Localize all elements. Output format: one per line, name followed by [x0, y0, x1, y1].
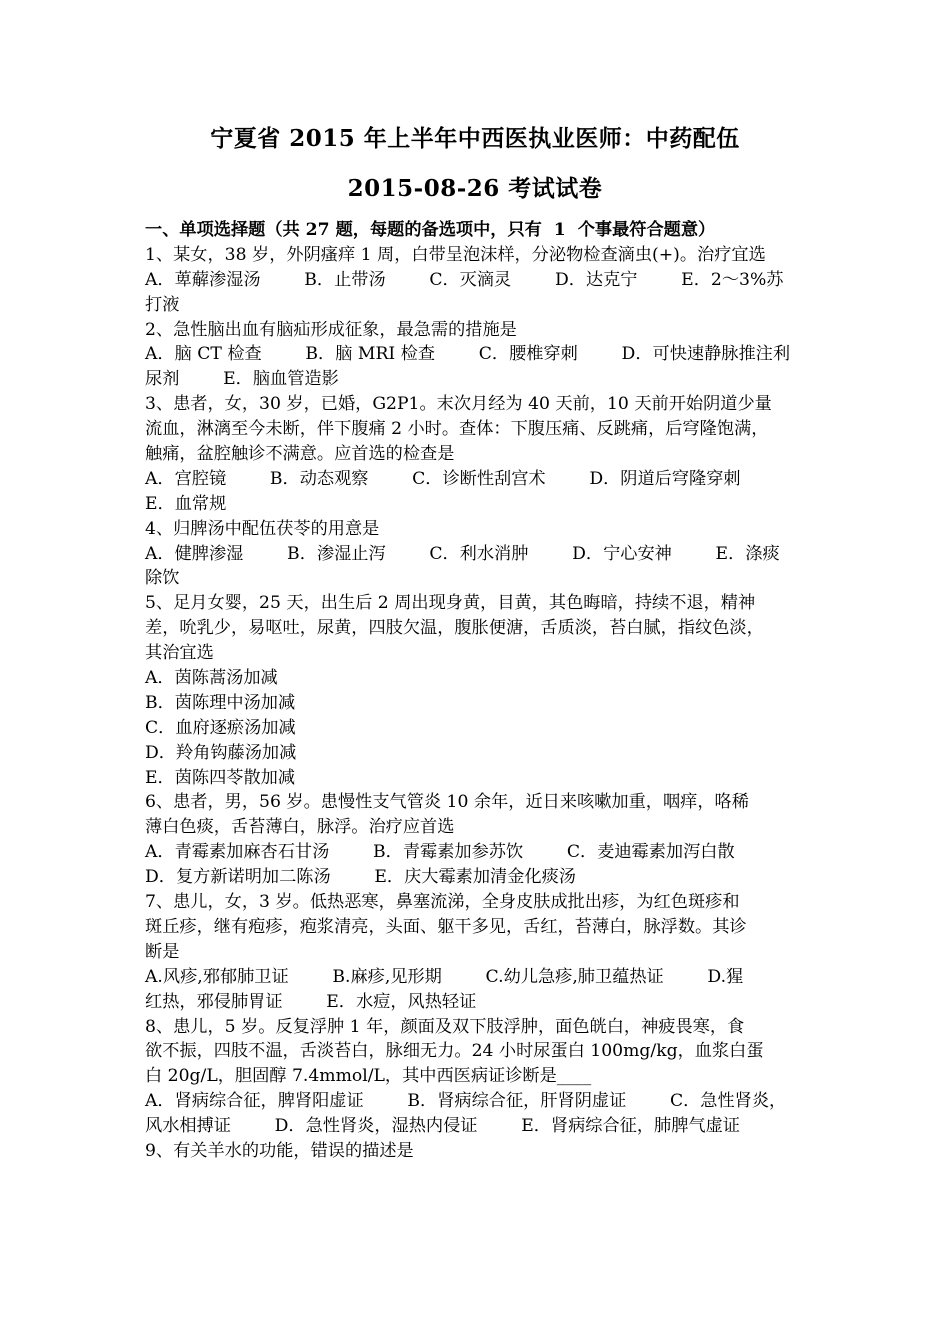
text-line: 1、某女，38 岁，外阴瘙痒 1 周，白带呈泡沫样，分泌物检查滴虫(+)。治疗宜选 [145, 244, 766, 265]
document-title-line-1: 宁夏省 2015 年上半年中西医执业医师：中药配伍 [210, 125, 740, 152]
text-line: E．血常规 [145, 493, 227, 514]
text-line: 除饮 [145, 568, 180, 589]
text-line: 薄白色痰，舌苔薄白，脉浮。治疗应首选 [145, 817, 455, 838]
text-line: 触痛，盆腔触诊不满意。应首选的检查是 [145, 444, 455, 465]
text-line: 打液 [145, 294, 180, 315]
text-line: 断是 [145, 941, 180, 962]
document-title-line-2: 2015-08-26 考试试卷 [347, 175, 603, 202]
text-line: A．健脾渗湿 B．渗湿止泻 C．利水消肿 D．宁心安神 E．涤痰 [145, 543, 780, 564]
text-line: E．茵陈四苓散加减 [145, 767, 296, 788]
text-line: 其治宜选 [145, 643, 214, 664]
question-lines [145, 243, 817, 1164]
text-line: B．茵陈理中汤加减 [145, 692, 296, 713]
text-line: A.风疹,邪郁肺卫证 B.麻疹,见形期 C.幼儿急疹,肺卫蕴热证 D.猩 [145, 966, 744, 987]
document-body [145, 218, 817, 1164]
text-line: A．萆薢渗湿汤 B．止带汤 C．灭滴灵 D．达克宁 E．2～3%苏 [145, 269, 784, 290]
text-line: 白 20g/L，胆固醇 7.4mmol/L，其中西医病证诊断是____ [145, 1066, 592, 1087]
text-line: 尿剂 E．脑血管造影 [145, 369, 339, 390]
text-line: D．羚角钩藤汤加减 [145, 742, 297, 763]
text-line: 5、足月女婴，25 天，出生后 2 周出现身黄，目黄，其色晦暗，持续不退，精神 [145, 593, 756, 614]
text-line: A．宫腔镜 B．动态观察 C．诊断性刮宫术 D．阴道后穹隆穿刺 [145, 468, 741, 489]
text-line: 9、有关羊水的功能，错误的描述是 [145, 1140, 414, 1161]
text-line: 欲不振，四肢不温，舌淡苔白，脉细无力。24 小时尿蛋白 100mg/kg，血浆白蛋 [145, 1041, 764, 1062]
text-line: 4、归脾汤中配伍茯苓的用意是 [145, 518, 380, 539]
text-line: A．青霉素加麻杏石甘汤 B．青霉素加参苏饮 C．麦迪霉素加泻白散 [145, 842, 735, 863]
text-line: A．脑 CT 检查 B．脑 MRI 检查 C．腰椎穿刺 D．可快速静脉推注利 [145, 344, 791, 365]
text-line: 3、患者，女，30 岁，已婚，G2P1。末次月经为 40 天前，10 天前开始阴道少量 [145, 394, 772, 415]
text-line: C．血府逐瘀汤加减 [145, 717, 296, 738]
text-line: 流血，淋漓至今未断，伴下腹痛 2 小时。查体：下腹压痛、反跳痛，后穹隆饱满， [145, 419, 769, 440]
text-line: D．复方新诺明加二陈汤 E．庆大霉素加清金化痰汤 [145, 867, 576, 888]
section-heading: 一、单项选择题（共 27 题，每题的备选项中，只有 1 个事最符合题意） [145, 220, 716, 240]
text-line: A．茵陈蒿汤加减 [145, 668, 278, 689]
text-line: 2、急性脑出血有脑疝形成征象，最急需的措施是 [145, 319, 517, 340]
text-line: 红热，邪侵肺胃证 E．水痘，风热轻证 [145, 991, 477, 1012]
text-line: 7、患儿，女，3 岁。低热恶寒，鼻塞流涕，全身皮肤成批出疹，为红色斑疹和 [145, 892, 740, 913]
text-line: 风水相搏证 D．急性肾炎，湿热内侵证 E．肾病综合征，肺脾气虚证 [145, 1116, 740, 1137]
text-line: A．肾病综合征，脾肾阳虚证 B．肾病综合征，肝肾阴虚证 C．急性肾炎， [145, 1091, 787, 1112]
text-line: 6、患者，男，56 岁。患慢性支气管炎 10 余年，近日来咳嗽加重，咽痒，咯稀 [145, 792, 749, 813]
text-line: 8、患儿，5 岁。反复浮肿 1 年，颜面及双下肢浮肿，面色㿠白，神疲畏寒，食 [145, 1016, 745, 1037]
text-line: 斑丘疹，继有疱疹，疱浆清亮，头面、躯干多见，舌红，苔薄白，脉浮数。其诊 [145, 916, 747, 937]
text-line: 差，吮乳少，易呕吐，尿黄，四肢欠温，腹胀便溏，舌质淡，苔白腻，指纹色淡， [145, 618, 764, 639]
